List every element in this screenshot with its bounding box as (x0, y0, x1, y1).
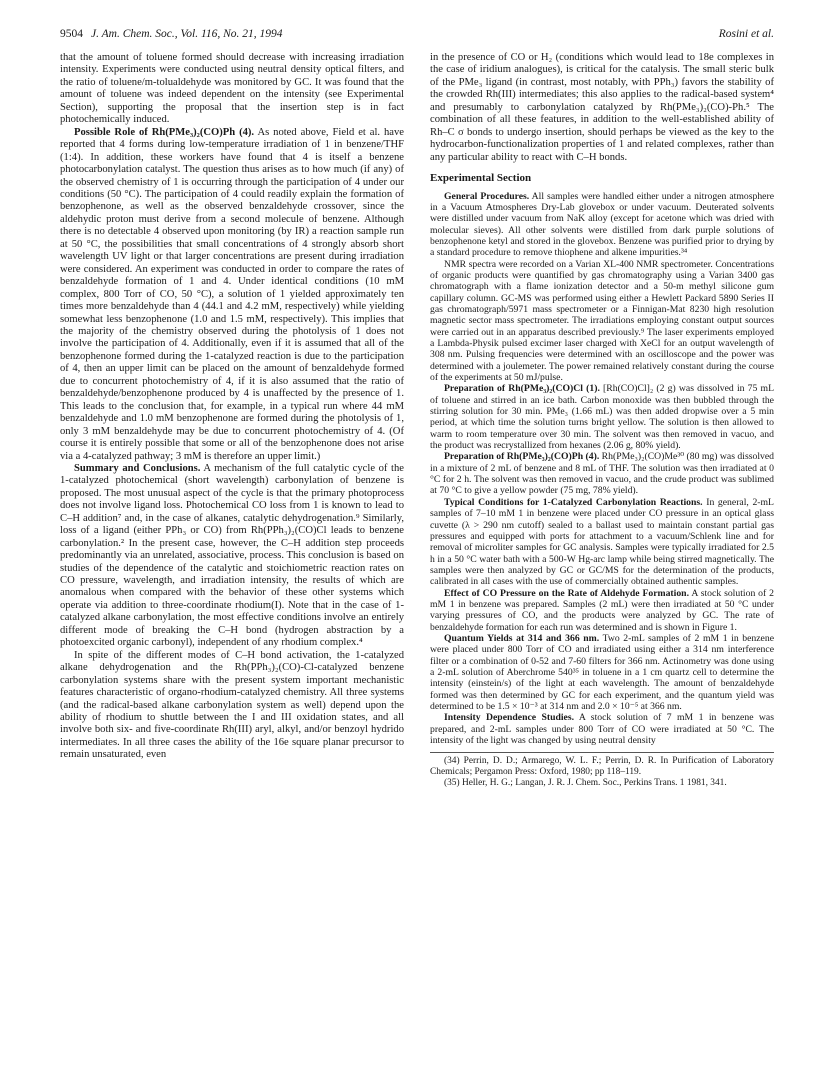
two-column-body (60, 52, 774, 789)
heading-summary: Summary and Conclusions. (74, 462, 201, 474)
heading-quantum-yields: Quantum Yields at 314 and 366 nm. (444, 632, 600, 644)
heading-role-of-4: Possible Role of Rh(PMe₃)₂(CO)Ph (4). (74, 126, 255, 138)
experimental-text (430, 191, 774, 747)
body-general-procedures: All samples were handled either under a nitrogen atmosphere in a Vacuum Atmospheres Dry-Lab glovebox or under vacuum. Deuterated solvents were distilled under vacuum from NaK alloy (except for acetone which was dried with molecular sieves). All other solvents were distilled from dark purple solutions of benzophenone ketyl and stored in the glovebox. Benzene was purified prior to drying by a standard procedure to remove thiophene and alkene impurities.³⁴ (430, 190, 774, 259)
paragraph-cc-activation: In spite of the different modes of C–H bond activation, the 1-catalyzed alkane dehydrogenation and the Rh(PPh₃)₂(CO)-Cl-catalyzed benzene carbonylation systems share with the present system important mechanistic features characteristic of organo-rhodium-catalyzed chemistry. All three systems (and the radical-based alkane carbonylation system as well) depend upon the ability of rhodium to shuttle between the I and III oxidation states, and all involve both six- and five-coordinate Rh(III) aryl, alkyl, and/or benzoyl hydrido intermediates. In all three cases the ability of the 16e square planar precursor to remain unsaturated, even (60, 649, 404, 761)
body-typical-conditions: In general, 2-mL samples of 7–10 mM 1 in benzene were placed under CO pressure in an optical glass cuvette (λ > 290 nm cutoff) sealed to a ballast used to maintain constant partial gas pressures and equipped with ports for attachment to a vacuum/Schlenk line and for removal of microliter samples for GC analysis. Samples were typically irradiated for 2.5 h in a 50 °C water bath with a 500-W Hg-arc lamp while being stirred magnetically. The samples were then analyzed by GC or GC/MS for the determination of the products, calibrated in all cases with the use of commercially obtained authentic samples. (430, 496, 774, 588)
page-number: 9504 (60, 28, 83, 40)
heading-prep-4: Preparation of Rh(PMe₃)₂(CO)Ph (4). (444, 451, 600, 463)
journal-citation: J. Am. Chem. Soc., Vol. 116, No. 21, 1994 (91, 28, 283, 40)
paragraph-prep-1 (430, 383, 774, 451)
paragraph-toluene-intensity: that the amount of toluene formed should decrease with increasing irradiation intensity. Experiments were conducted using neutral density optical filters, and the ratio of toluene/m-tolualdehyde was monitored by GC. It was found that the amount of toluene was indeed dependent on the intensity (see Experimental Section), supporting the proposal that the insertion step is in fact photochemically induced. (60, 52, 404, 126)
footnote-references (430, 752, 774, 789)
paragraph-summary (60, 463, 404, 650)
heading-typical-conditions: Typical Conditions for 1-Catalyzed Carbonylation Reactions. (444, 496, 703, 508)
running-head (60, 28, 774, 46)
heading-co-pressure: Effect of CO Pressure on the Rate of Aldehyde Formation. (444, 587, 689, 599)
heading-general-procedures: General Procedures. (444, 190, 530, 202)
reference-35: (35) Heller, H. G.; Langan, J. R. J. Chem. Soc., Perkins Trans. 1 1981, 341. (444, 778, 727, 789)
running-head-left (60, 28, 283, 40)
paragraph-role-of-4 (60, 127, 404, 463)
body-prep-4: Rh(PMe₃)₂(CO)Me³⁰ (80 mg) was dissolved in a mixture of 2 mL of benzene and 8 mL of THF. The solution was then irradiated at 0 °C for 2 h. The solvent was then removed in vacuo, and the crude product was sublimed at 70 °C to give a yellow powder (75 mg, 78% yield). (430, 451, 775, 497)
body-prep-1: [Rh(CO)Cl]₂ (2 g) was dissolved in 75 mL of toluene and stirred in an ice bath. Carbon monoxide was then bubbled through the stirring solution for 30 min. PMe₃ (1.66 mL) was then added dropwise over a 5 min period, at which time the solution turns bright yellow. The solution is then allowed to warm to room temperature over 30 min. The solvent was then removed in vacuo, and the product was recrystallized from hexanes (2.06 g, 80% yield). (430, 383, 774, 452)
paragraph-instrumentation: NMR spectra were recorded on a Varian XL-400 NMR spectrometer. Concentrations of organic products were quantified by gas chromatography using a Varian 3400 gas chromatograph with a flame ionization detector and a 50-m methyl silicone gum capillary column. GC-MS was performed using either a Hewlett Packard 5890 Series II gas chromatograph/5971 mass spectrometer or a Finnigan-Mat 8230 high resolution magnetic sector mass spectrometer. The irradiations employing constant output sources were carried out in an apparatus described previously.⁹ The laser experiments employed a Lambda-Physik pulsed excimer laser charged with XeCl for an output wavelength of 308 nm. Pulsing frequencies were determined with an oscilloscope and the power was determined with a joulemeter. The power remained relatively constant during the course of the experiments at 50 mJ/pulse. (430, 258, 774, 384)
right-column (430, 52, 774, 789)
left-column (60, 52, 404, 789)
experimental-section-heading: Experimental Section (430, 172, 532, 185)
body-quantum-yields: Two 2-mL samples of 2 mM 1 in benzene were placed under 800 Torr of CO and irradiated using either a 314 nm interference filter or a combination of 0-52 and 7-60 filters for 366 nm. Actinometry was done using a 2-mL solution of Aberchrome 540³⁵ in toluene in a 1 cm quartz cell to determine the intensity (einstein/s) of the light at each wavelength. The amount of benzaldehyde formed was then determined by GC for each experiment, and the quantum yield was determined to be 1.5 × 10⁻³ at 314 nm and 2.0 × 10⁻⁵ at 366 nm. (430, 632, 774, 712)
paragraph-prep-4 (430, 451, 774, 496)
body-intensity: A stock solution of 7 mM 1 in benzene was prepared, and 2-mL samples under 800 Torr of CO were irradiated at 50 °C. The intensity of the light was changed by using neutral density (430, 712, 774, 747)
paragraph-general-procedures (430, 191, 774, 259)
paragraph-continuation: in the presence of CO or H₂ (conditions which would lead to 18e complexes in the case of iridium analogues), is critical for the catalysis. The small steric bulk of the PMe₃ ligand (in contrast, most notably, with PPh₃) favors the stability of the crowded Rh(III) intermediates; this also applies to the radical-based system⁴ and presumably to carbonylation catalyzed by Rh(PMe₃)₂(CO)-Ph.⁵ The combination of all these features, in addition to the well-established ability of Rh–C σ bonds to undergo insertion, should perhaps be viewed as the key to the hydrocarbon-functionalization properties of 1 and related complexes, rather than any particular ability to react with C–H bonds. (430, 52, 774, 163)
heading-prep-1: Preparation of Rh(PMe₃)₂(CO)Cl (1). (444, 383, 600, 395)
body-summary: A mechanism of the full catalytic cycle of the 1-catalyzed photochemical (short wavelength) carbonylation of benzene is proposed. The most unusual aspect of the cycle is that the primary photoprocess does not involve ligand loss. Photochemical CO loss from 1 is known to lead to C–H addition⁷ and, in the case of alkanes, catalytic dehydrogenation.⁹ Similarly, loss of a ligand (either PPh₃ or CO) from Rh(PPh₃)₂(CO)Cl leads to benzene carbonylation.² In the present case, however, the C–H addition step proceeds predominantly via an unrelated, associative, process. This conclusion is based on studies of the dependence of the catalytic and stoichiometric reaction rates on CO pressure, wavelength, and irradiation intensity, the results of which are anomalous when compared with the behavior of these other systems which operate via addition to three-coordinate rhodium(I). Note that in the case of 1-catalyzed alkane carbonylation, the most effective conditions involve an entirely different mode of breaking the C–H bond (hydrogen abstraction by a photoexcited organic carbonyl), independent of any rhodium complex.⁴ (60, 462, 404, 649)
paragraph-typical-conditions (430, 497, 774, 588)
paragraph-quantum-yields (430, 633, 774, 712)
author-running-head: Rosini et al. (718, 28, 774, 40)
heading-intensity: Intensity Dependence Studies. (444, 712, 575, 724)
body-role-of-4: As noted above, Field et al. have reported that 4 forms during low-temperature irradiation of 1 in benzene/THF (1:4). In addition, these workers have found that 4 is itself a benzene photocarbonylation catalyst. The question thus arises as to how much (if any) of the observed chemistry of 1 is occurring through the participation of 4 under our conditions (50 °C). The participation of 4 could readily explain the formation of benzophenone, as well as the observed benzaldehyde crossover, since the aldehydic proton must derive from a second molecule of benzene. Although there is no detectable 4 observed upon monitoring (by IR) a reaction sample run at 50 °C, the possibilities that small concentrations of 4 strongly absorb short wavelength UV light or that larger concentrations are present during irradiation were considered. An experiment was conducted in order to compare the rates of benzaldehyde formation of 1 and 4. Under identical conditions (10 mM complex, 800 Torr of CO, 50 °C), a solution of 1 yielded approximately ten times more benzaldehyde than 4 (44.1 and 4.2 mM, respectively) while yielding somewhat less benzophenone (1.0 and 1.5 mM, respectively). This implies that the majority of the chemistry observed during the photolysis of 1 does not involve the participation of 4. Additionally, even if it is assumed that all of the benzophenone formed during the 1-catalyzed reaction is due to the participation of 4, then an upper limit can be placed on the amount of benzaldehyde formed due to concurrent photochemistry of 4, if it is also assumed that the ratio of benzaldehyde/benzophenone produced by 4 is unaffected by the presence of 1. This leads to the conclusion that, for example, in a typical run where 44 mM benzaldehyde and 1.0 mM benzophenone are formed during the photolysis of 1, only 3 mM benzaldehyde may be due to concurrent photochemistry of 4. (Of course it is entirely possible that some or all of the benzophenone does not arise via a 4-catalyzed pathway; 3 mM is therefore an upper limit.) (60, 126, 405, 462)
paragraph-co-pressure (430, 588, 774, 633)
reference-34: (34) Perrin, D. D.; Armarego, W. L. F.; Perrin, D. R. In Purification of Laboratory Chemicals; Pergamon Press: Oxford, 1980; pp 118–119. (430, 756, 774, 778)
paragraph-intensity (430, 712, 774, 746)
body-co-pressure: A stock solution of 2 mM 1 in benzene was prepared. Samples (2 mL) were then irradiated at 50 °C under varying pressures of CO, and the products were analyzed by GC. The rate of benzaldehyde formation for each run was determined and is shown in Figure 1. (430, 587, 774, 633)
